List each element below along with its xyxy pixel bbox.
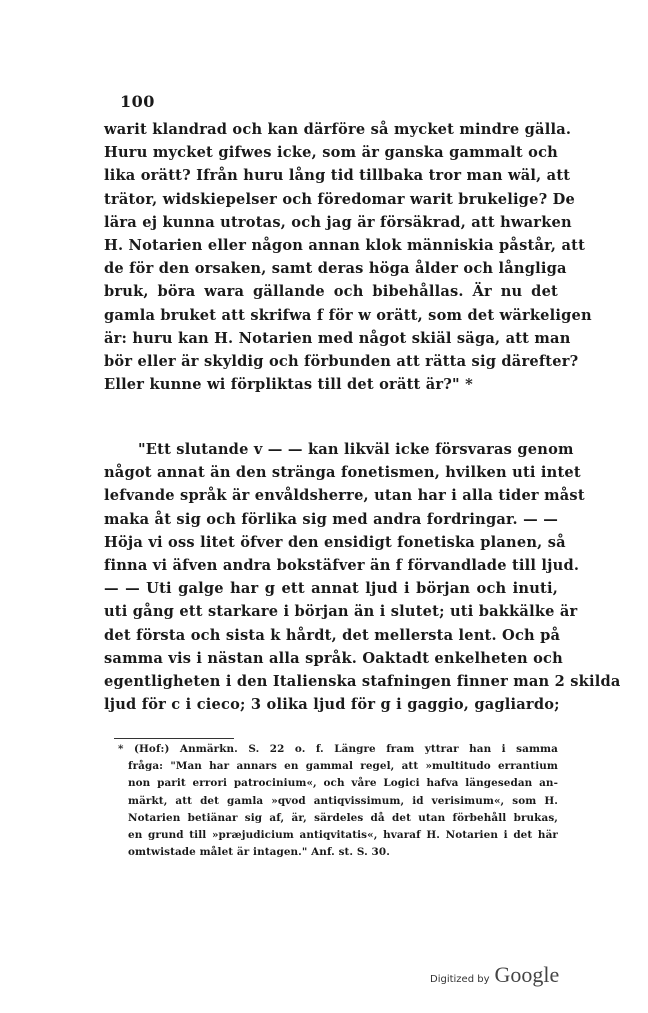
text-line: ljud för c i cieco; 3 olika ljud för g i gaggio, gagliardo; bbox=[104, 696, 560, 714]
text-line: maka åt sig och förlika sig med andra fordringar. — — bbox=[104, 510, 558, 528]
footnote-divider bbox=[114, 738, 234, 739]
text-line: det första och sista k hårdt, det mellersta lent. Och på bbox=[104, 626, 561, 644]
text-line: något annat än den stränga fonetismen, hvilken uti intet bbox=[104, 464, 581, 482]
paragraph-continued bbox=[104, 118, 592, 396]
text-line: uti gång ett starkare i början än i slutet; uti bakkälke är bbox=[104, 603, 578, 621]
text-line: lära ej kunna utrotas, och jag är försäkrad, att hwarken bbox=[104, 213, 572, 231]
footnote-line: * (Hof:) Anmärkn. S. 22 o. f. Längre fram yttrar han i samma bbox=[118, 743, 558, 755]
text-line: trätor, widskiepelser och föredomar warit brukelige? De bbox=[104, 190, 575, 208]
footnote-line: märkt, att det gamla »qvod antiqvissimum, id verisimum«, som H. bbox=[128, 794, 558, 807]
footnote-line: en grund till »præjudicium antiqvitatis«, hvaraf H. Notarien i det här bbox=[128, 828, 558, 841]
text-line: lefvande språk är envåldsherre, utan har i alla tider måst bbox=[104, 487, 585, 505]
text-line: — — Uti galge har g ett annat ljud i början och inuti, bbox=[104, 580, 558, 598]
text-line: lika orätt? Ifrån huru lång tid tillbaka tror man wäl, att bbox=[104, 167, 571, 185]
footnote bbox=[118, 741, 558, 861]
text-line: bör eller är skyldig och förbunden att rätta sig därefter? bbox=[104, 352, 579, 370]
text-line: "Ett slutande v — — kan likväl icke försvaras genom bbox=[138, 441, 574, 458]
text-line: gamla bruket att skrifwa f för w orätt, som det wärkeligen bbox=[104, 306, 592, 324]
footnote-line: Notarien betiänar sig af, är, särdeles då det utan förbehåll brukas, bbox=[128, 811, 558, 824]
text-line: bruk, böra wara gällande och bibehållas. Är nu det bbox=[104, 283, 558, 301]
text-line: samma vis i nästan alla språk. Oaktadt enkelheten och bbox=[104, 649, 563, 667]
footnote-line: non parit errori patrocinium«, och våre Logici hafva längesedan an- bbox=[128, 777, 558, 790]
text-line: de för den orsaken, samt deras höga ålder och långliga bbox=[104, 260, 567, 278]
paragraph-quote bbox=[104, 438, 621, 716]
text-line: H. Notarien eller någon annan klok människia påstår, att bbox=[104, 236, 586, 254]
digitized-by-watermark bbox=[430, 962, 559, 988]
text-line: Huru mycket gifwes icke, som är ganska gammalt och bbox=[104, 144, 558, 162]
page-number: 100 bbox=[120, 92, 155, 111]
text-line: Eller kunne wi förpliktas till det orätt är?" * bbox=[104, 376, 473, 394]
footnote-line: omtwistade målet är intagen." Anf. st. S. 30. bbox=[128, 846, 390, 859]
digitized-label: Digitized by bbox=[430, 974, 490, 985]
text-line: warit klandrad och kan därföre så mycket mindre gälla. bbox=[104, 121, 572, 138]
text-line: egentligheten i den Italienska stafningen finner man 2 skilda bbox=[104, 672, 621, 690]
google-logo: Google bbox=[494, 962, 560, 987]
text-line: Höja vi oss litet öfver den ensidigt fonetiska planen, så bbox=[104, 533, 566, 551]
footnote-line: fråga: "Man har annars en gammal regel, att »multitudo errantium bbox=[128, 760, 558, 773]
text-line: är: huru kan H. Notarien med något skiäl säga, att man bbox=[104, 329, 571, 347]
text-line: finna vi äfven andra bokstäfver än f förvandlade till ljud. bbox=[104, 556, 580, 574]
